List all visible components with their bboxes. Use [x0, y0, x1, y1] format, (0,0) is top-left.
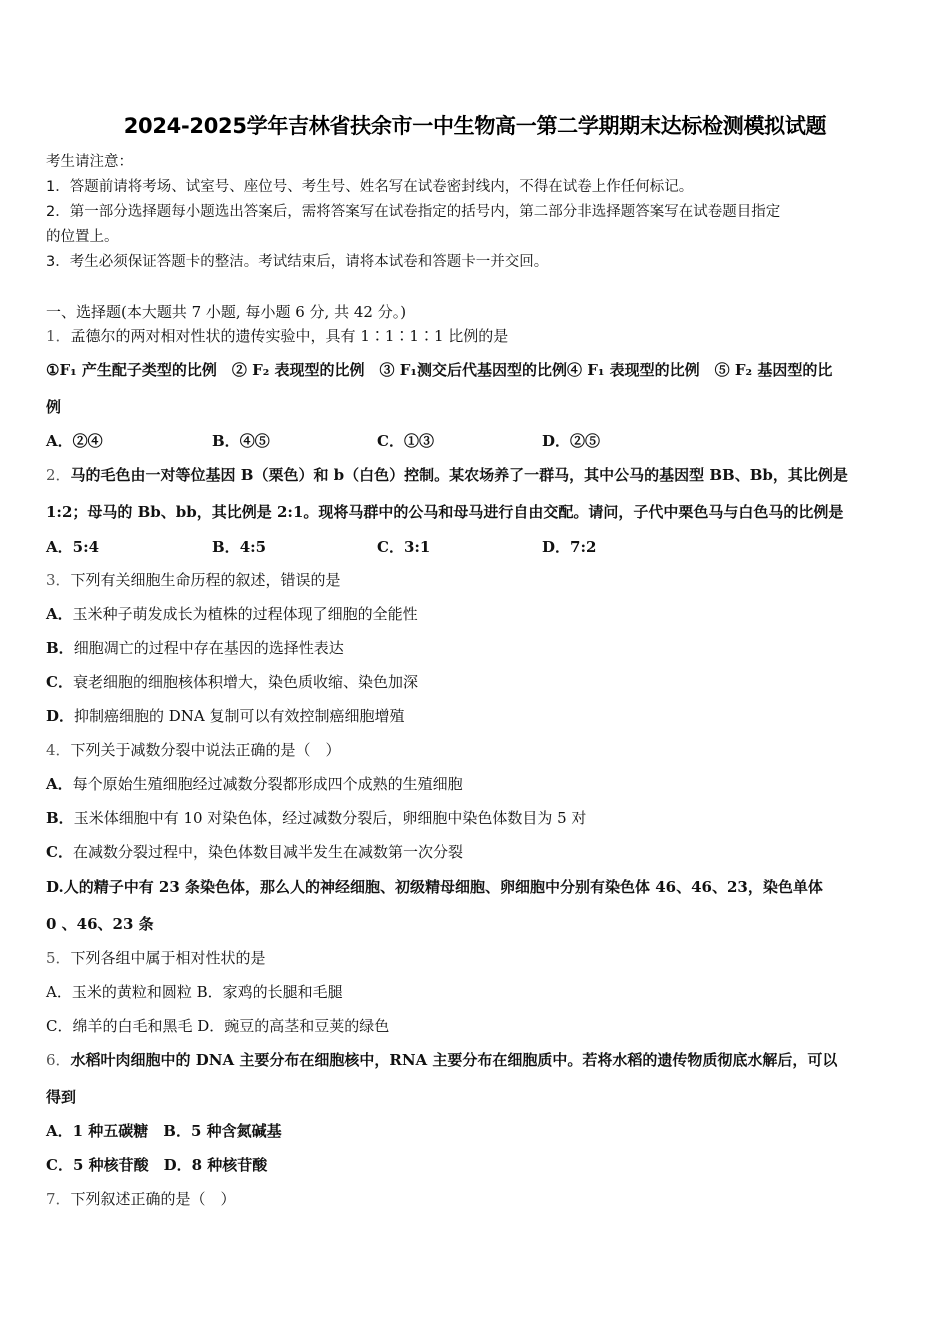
option-d: D．7:2 [542, 538, 597, 556]
question-number: 5． [46, 949, 71, 967]
option-c: C．衰老细胞的细胞核体积增大，染色质收缩、染色加深 [46, 673, 418, 691]
option-c: C．①③ [377, 432, 434, 450]
notice-item: 3．考生必须保证答题卡的整洁。考试结束后，请将本试卷和答题卡一并交回。 [46, 254, 549, 270]
notice-item: 1．答题前请将考场、试室号、座位号、考生号、姓名写在试卷密封线内，不得在试卷上作任何标记。 [46, 179, 694, 195]
option-a: A．玉米种子萌发成长为植株的过程体现了细胞的全能性 [46, 605, 418, 623]
notice-heading: 考生请注意： [46, 154, 133, 170]
question-2-stem: 2．马的毛色由一对等位基因 B（栗色）和 b（白色）控制。某农场养了一群马，其中公马的基因型 BB、Bb，其比例是 [46, 466, 848, 484]
question-6-stem-cont: 得到 [46, 1088, 77, 1106]
section-heading: 一、选择题(本大题共 7 小题, 每小题 6 分, 共 42 分。) [46, 303, 407, 321]
question-5-stem: 5．下列各组中属于相对性状的是 [46, 949, 266, 967]
option-b: B．细胞凋亡的过程中存在基因的选择性表达 [46, 639, 344, 657]
question-3-stem: 3．下列有关细胞生命历程的叙述，错误的是 [46, 571, 341, 589]
question-1-items: ①F₁ 产生配子类型的比例 ② F₂ 表现型的比例 ③ F₁测交后代基因型的比例④ F₁ 表现型的比例 ⑤ F₂ 基因型的比 [46, 361, 833, 379]
question-number: 6． [46, 1051, 71, 1069]
option-b: B．④⑤ [212, 432, 270, 450]
question-number: 3． [46, 571, 71, 589]
options-line: C．5 种核苷酸 D．8 种核苷酸 [46, 1156, 268, 1174]
options-line: A．玉米的黄粒和圆粒 B．家鸡的长腿和毛腿 [46, 983, 343, 1001]
question-4-stem: 4．下列关于减数分裂中说法正确的是（ ） [46, 741, 341, 759]
question-6-stem: 6．水稻叶肉细胞中的 DNA 主要分布在细胞核中，RNA 主要分布在细胞质中。若将水稻的遗传物质彻底水解后，可以 [46, 1051, 838, 1069]
question-number: 4． [46, 741, 71, 759]
notice-item: 的位置上。 [46, 229, 119, 245]
question-2-stem-cont: 1:2；母马的 Bb、bb，其比例是 2:1。现将马群中的公马和母马进行自由交配。请问，子代中栗色马与白色马的比例是 [46, 503, 844, 521]
question-1-items-cont: 例 [46, 398, 62, 416]
option-d: D．②⑤ [542, 432, 601, 450]
document-title: 2024-2025学年吉林省扶余市一中生物高一第二学期期末达标检测模拟试题 [123, 114, 827, 138]
question-7-stem: 7．下列叙述正确的是（ ） [46, 1190, 236, 1208]
option-d: D.人的精子中有 23 条染色体，那么人的神经细胞、初级精母细胞、卵细胞中分别有染色体 46、46、23，染色单体 [46, 878, 823, 896]
option-b: B．4:5 [212, 538, 267, 556]
option-b: B．玉米体细胞中有 10 对染色体，经过减数分裂后，卵细胞中染色体数目为 5 对 [46, 809, 587, 827]
option-a: A．5:4 [46, 538, 100, 556]
option-d-cont: 0 、46、23 条 [46, 915, 154, 933]
option-c: C．在减数分裂过程中，染色体数目减半发生在减数第一次分裂 [46, 843, 463, 861]
options-line: C．绵羊的白毛和黑毛 D．豌豆的高茎和豆荚的绿色 [46, 1017, 390, 1035]
notice-item: 2．第一部分选择题每小题选出答案后，需将答案写在试卷指定的括号内，第二部分非选择题答案写在试卷题目指定 [46, 204, 781, 220]
question-number: 1． [46, 327, 71, 345]
question-1-stem: 1．孟德尔的两对相对性状的遗传实验中，具有 1∶1∶1∶1 比例的是 [46, 327, 509, 345]
options-line: A．1 种五碳糖 B．5 种含氮碱基 [46, 1122, 282, 1140]
option-d: D．抑制癌细胞的 DNA 复制可以有效控制癌细胞增殖 [46, 707, 405, 725]
option-a: A．②④ [46, 432, 103, 450]
option-c: C．3:1 [377, 538, 431, 556]
question-number: 7． [46, 1190, 71, 1208]
question-number: 2． [46, 466, 71, 484]
option-a: A．每个原始生殖细胞经过减数分裂都形成四个成熟的生殖细胞 [46, 775, 463, 793]
